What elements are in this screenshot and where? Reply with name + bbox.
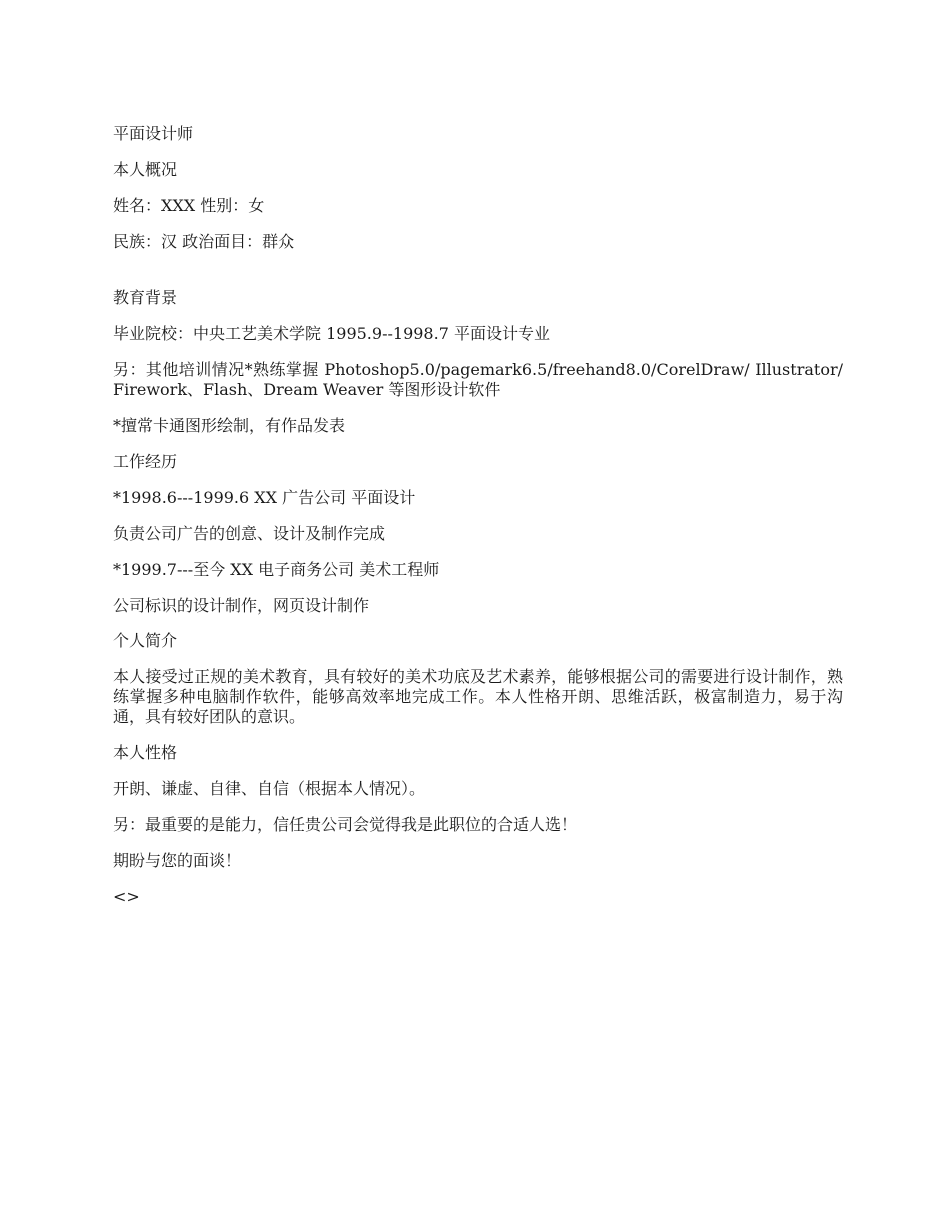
job-2-title: *1999.7---至今 XX 电子商务公司 美术工程师 xyxy=(113,560,440,579)
section-heading-work: 工作经历 xyxy=(113,452,178,471)
resume-document xyxy=(113,124,843,923)
closing-greeting: 期盼与您的面谈！ xyxy=(113,851,242,870)
section-heading-education: 教育背景 xyxy=(113,288,178,307)
personality-line: 开朗、谦虚、自律、自信（根据本人情况）。 xyxy=(113,779,426,798)
ethnicity-politics-line: 民族：汉 政治面目：群众 xyxy=(113,232,295,251)
intro-paragraph: 本人接受过正规的美术教育，具有较好的美术功底及艺术素养，能够根据公司的需要进行设计制作，熟练掌握多种电脑制作软件，能够高效率地完成工作。本人性格开朗、思维活跃，极富制造力，易于沟通，具有较好团队的意识。 xyxy=(113,667,843,726)
training-paragraph: 另：其他培训情况*熟练掌握 Photoshop5.0/pagemark6.5/freehand8.0/CorelDraw/ Illustrator/Firework、Flash、Dream Weaver 等图形设计软件 xyxy=(113,360,843,399)
closing-statement: 另：最重要的是能力，信任贵公司会觉得我是此职位的合适人选！ xyxy=(113,815,578,834)
cartoon-skill-line: *擅常卡通图形绘制，有作品发表 xyxy=(113,416,346,435)
job-2-description: 公司标识的设计制作，网页设计制作 xyxy=(113,596,370,615)
section-heading-overview: 本人概况 xyxy=(113,160,178,179)
resume-title: 平面设计师 xyxy=(113,124,194,143)
trailing-mark: <> xyxy=(113,887,140,906)
job-1-title: *1998.6---1999.6 XX 广告公司 平面设计 xyxy=(113,488,416,507)
school-line: 毕业院校：中央工艺美术学院 1995.9--1998.7 平面设计专业 xyxy=(113,324,550,343)
section-heading-intro: 个人简介 xyxy=(113,631,178,650)
name-gender-line: 姓名：XXX 性别：女 xyxy=(113,196,265,215)
section-heading-personality: 本人性格 xyxy=(113,743,178,762)
job-1-description: 负责公司广告的创意、设计及制作完成 xyxy=(113,524,386,543)
